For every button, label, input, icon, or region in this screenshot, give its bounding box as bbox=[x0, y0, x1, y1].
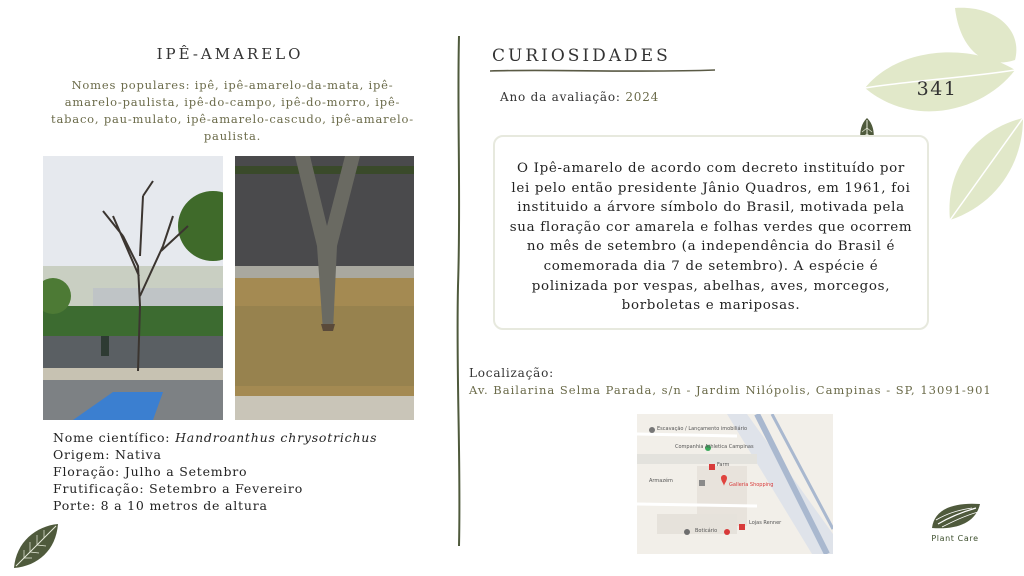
map-label: Armazém bbox=[649, 478, 673, 484]
curiosidades-text: O Ipê-amarelo de acordo com decreto instituído por lei pelo então presidente Jânio Quadros, em 1961, foi instituido a árvore símbolo do Brasil, motivada pela sua floração cor amarela e folhas verdes que ocorrem no mês de setembro (a independência do Brasil é comemorada dia 7 de setembro). A espécie é polinizada por vespas, abelhas, aves, morcegos, borboletas e mariposas. bbox=[509, 161, 913, 314]
species-title: IPÊ-AMARELO bbox=[156, 45, 304, 63]
location-address: Av. Bailarina Selma Parada, s/n - Jardim Nilópolis, Campinas - SP, 13091-901 bbox=[469, 383, 992, 397]
map-label: Companhia Athletica Campinas bbox=[675, 444, 754, 450]
map-label: Galleria Shopping bbox=[729, 482, 774, 488]
location-label: Localização: bbox=[469, 366, 554, 380]
popular-names: Nomes populares: ipê, ipê-amarelo-da-mata, ipê-amarelo-paulista, ipê-do-campo, ipê-do-morro, ipê-tabaco, pau-mulato, ipê-amarelo-cascudo, ipê-amarelo-paulista. bbox=[51, 78, 414, 143]
species-facts bbox=[53, 429, 377, 514]
heading-underline bbox=[490, 68, 715, 74]
fruiting: Frutificação: Setembro a Fevereiro bbox=[53, 481, 304, 496]
leaf-icon bbox=[10, 522, 60, 570]
tree-size: Porte: 8 a 10 metros de altura bbox=[53, 498, 268, 513]
brand-name: Plant Care bbox=[931, 534, 979, 543]
curiosidades-heading: CURIOSIDADES bbox=[492, 46, 671, 66]
column-divider bbox=[455, 36, 463, 546]
map-label: Boticário bbox=[695, 528, 718, 534]
curiosidades-card bbox=[493, 135, 929, 330]
location-map[interactable] bbox=[637, 414, 833, 554]
map-label: Escavação / Lançamento imobiliário bbox=[657, 426, 748, 432]
map-label: Farm bbox=[717, 462, 730, 468]
origin: Origem: Nativa bbox=[53, 447, 162, 462]
evaluation-year: Ano da avaliação: 2024 bbox=[500, 90, 660, 104]
trunk-photo bbox=[235, 156, 414, 420]
page-number-badge: 341 bbox=[916, 78, 958, 100]
map-label: Lojas Renner bbox=[749, 520, 782, 526]
plant-care-logo-icon bbox=[928, 500, 984, 532]
tree-photo bbox=[43, 156, 223, 420]
scientific-name: Nome científico: Handroanthus chrysotrichus bbox=[53, 430, 378, 445]
flowering: Floração: Julho a Setembro bbox=[53, 464, 248, 479]
